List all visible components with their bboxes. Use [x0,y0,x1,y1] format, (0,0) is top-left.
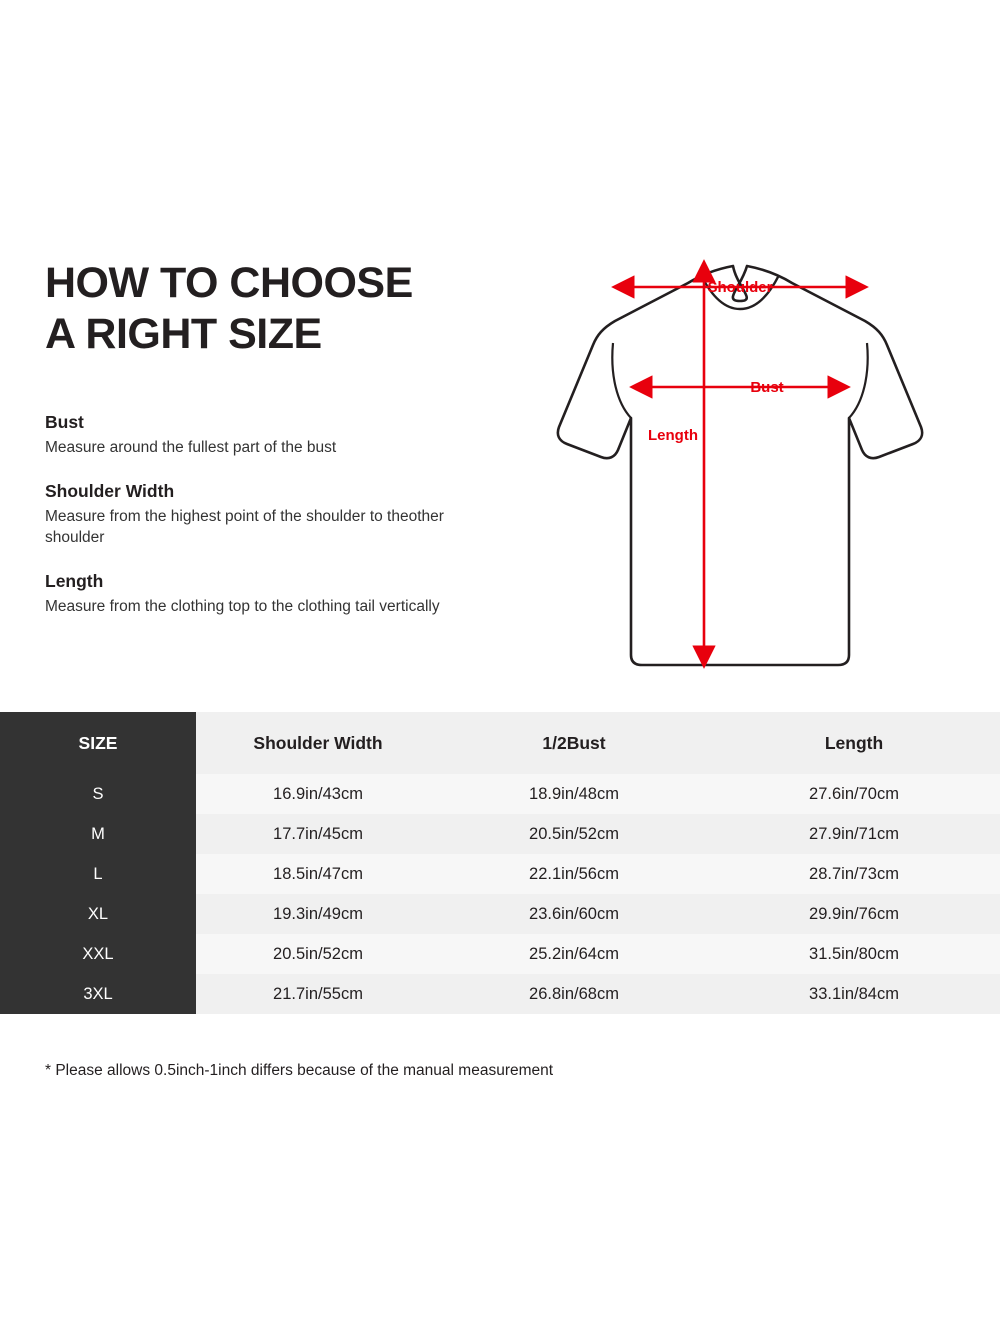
cell-length: 33.1in/84cm [708,974,1000,1014]
cell-shoulder: 18.5in/47cm [196,854,440,894]
definition-term: Length [45,570,104,591]
definition-bust [45,412,475,459]
cell-shoulder: 17.7in/45cm [196,814,440,854]
length-label: Length [648,427,698,444]
column-header-size: SIZE [0,712,196,774]
page-title-line-1: HOW TO CHOOSE [45,259,413,307]
definition-description: Measure around the fullest part of the bust [45,439,337,456]
table-row [0,854,1000,894]
tshirt-diagram [505,235,975,695]
table-row [0,814,1000,854]
definition-term: Shoulder Width [45,480,175,501]
cell-shoulder: 16.9in/43cm [196,774,440,814]
cell-size: S [0,774,196,814]
table-row [0,934,1000,974]
table-header-row [0,712,1000,774]
cell-bust: 26.8in/68cm [440,974,708,1014]
cell-shoulder: 19.3in/49cm [196,894,440,934]
size-chart-table [0,712,1000,1014]
cell-length: 28.7in/73cm [708,854,1000,894]
cell-bust: 23.6in/60cm [440,894,708,934]
cell-size: L [0,854,196,894]
bust-label: Bust [750,379,784,396]
tshirt-outline [558,266,922,665]
cell-size: XL [0,894,196,934]
cell-shoulder: 21.7in/55cm [196,974,440,1014]
cell-length: 31.5in/80cm [708,934,1000,974]
cell-length: 29.9in/76cm [708,894,1000,934]
cell-bust: 20.5in/52cm [440,814,708,854]
cell-bust: 25.2in/64cm [440,934,708,974]
cell-size: M [0,814,196,854]
definition-length [45,571,475,618]
cell-length: 27.9in/71cm [708,814,1000,854]
table-row [0,774,1000,814]
definition-description: Measure from the highest point of the shoulder to theother shoulder [45,507,444,546]
definition-term: Bust [45,412,84,432]
cell-shoulder: 20.5in/52cm [196,934,440,974]
page-title [45,258,515,359]
cell-bust: 18.9in/48cm [440,774,708,814]
definition-description: Measure from the clothing top to the clothing tail vertically [45,597,440,615]
column-header-length: Length [708,712,1000,774]
cell-length: 27.6in/70cm [708,774,1000,814]
table-row [0,974,1000,1014]
cell-size: 3XL [0,974,196,1014]
table-row [0,894,1000,934]
shoulder-label: Shoulder [707,279,773,296]
column-header-half-bust: 1/2Bust [440,712,708,774]
definition-list [45,412,475,640]
footnote: * Please allows 0.5inch-1inch differs because of the manual measurement [45,1062,554,1079]
cell-size: XXL [0,934,196,974]
column-header-shoulder-width: Shoulder Width [196,712,440,774]
definition-shoulder-width [45,481,475,549]
cell-bust: 22.1in/56cm [440,854,708,894]
page-title-line-2: A RIGHT SIZE [45,309,322,358]
